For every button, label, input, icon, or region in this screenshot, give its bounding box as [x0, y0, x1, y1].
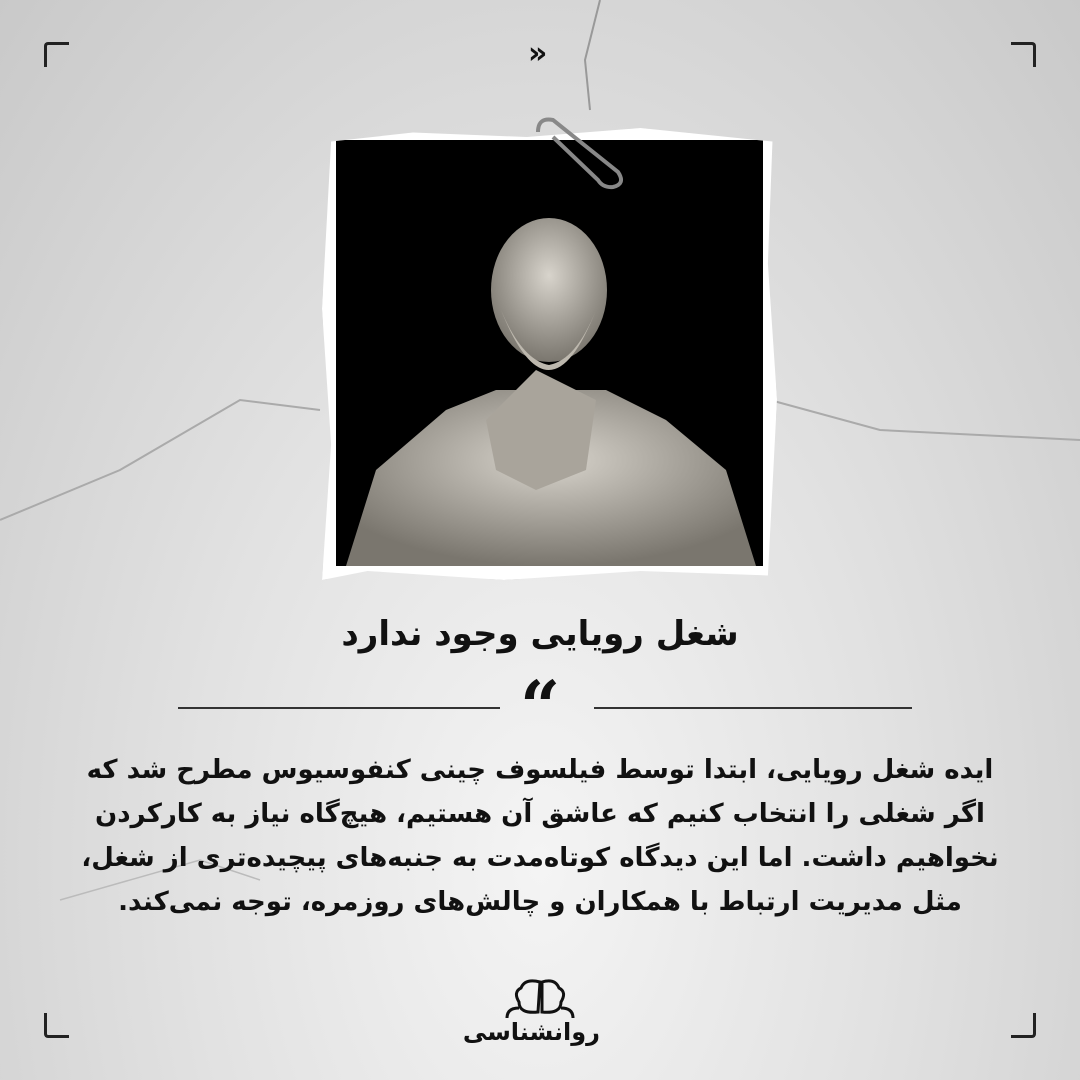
post-title: شغل رویایی وجود ندارد — [341, 614, 739, 654]
post-body — [70, 748, 1010, 924]
body-line: ایده شغل رویایی، ابتدا توسط فیلسوف چینی کنفوسیوس مطرح شد که — [86, 755, 994, 785]
divider-left — [178, 707, 500, 709]
body-line: مثل مدیریت ارتباط با همکاران و چالش‌های روزمره، توجه نمی‌کند. — [118, 887, 962, 917]
brain-icon — [505, 978, 575, 1018]
quote-mark-icon: “ — [520, 665, 561, 748]
frame-corner-top-right — [1011, 42, 1036, 67]
frame-corner-bottom-right — [1011, 1013, 1036, 1038]
paperclip-icon — [528, 112, 628, 192]
body-line: اگر شغلی را انتخاب کنیم که عاشق آن هستیم، هیچ‌گاه نیاز به کارکردن — [95, 799, 985, 829]
frame-corner-top-left — [44, 42, 69, 67]
next-chevron-icon[interactable]: » — [528, 36, 548, 71]
logo-text: روانشناسی — [462, 1018, 600, 1046]
frame-corner-bottom-left — [44, 1013, 69, 1038]
divider-right — [594, 707, 912, 709]
brand-logo — [462, 978, 600, 1046]
body-line: نخواهیم داشت. اما این دیدگاه کوتاه‌مدت به جنبه‌های پیچیده‌تری از شغل، — [81, 843, 999, 873]
confucius-statue-image — [336, 140, 763, 566]
torn-photo — [322, 128, 777, 580]
